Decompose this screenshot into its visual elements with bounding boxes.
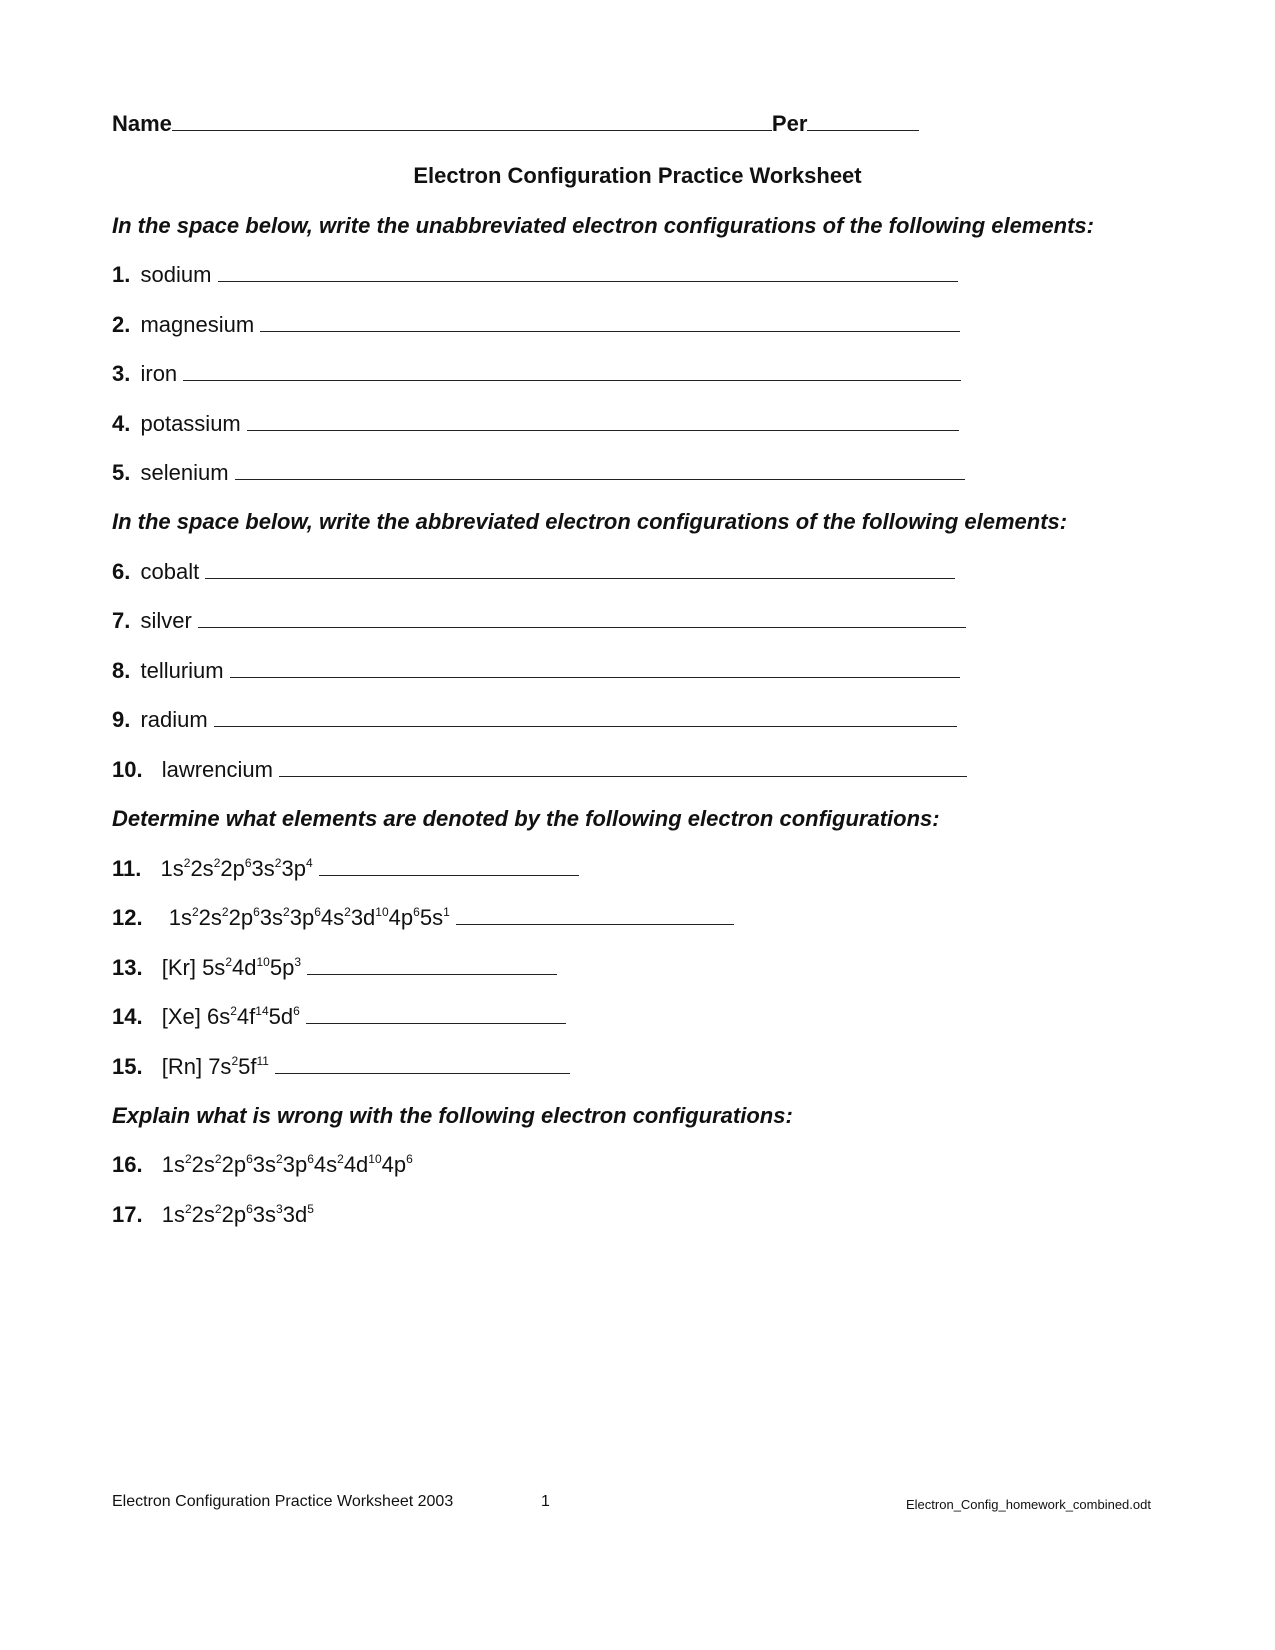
question-2 <box>112 312 960 338</box>
answer-blank <box>214 708 957 727</box>
question-number: 5. <box>112 460 131 485</box>
element-label: selenium <box>140 460 229 485</box>
section-3-instructions: Determine what elements are denoted by the following electron configurations: <box>112 806 940 831</box>
orbital-electron-count: 14 <box>255 1004 269 1018</box>
noble-gas-core: [Kr] <box>161 955 203 980</box>
orbital: 5d <box>268 1004 294 1029</box>
orbital-electron-count: 2 <box>214 1152 222 1166</box>
element-label: lawrencium <box>161 757 273 782</box>
answer-blank <box>205 560 955 579</box>
electron-config <box>162 1202 314 1227</box>
element-label: magnesium <box>140 312 255 337</box>
question-number: 4. <box>112 411 131 436</box>
orbital-electron-count: 4 <box>305 856 313 870</box>
orbital: 3p <box>289 905 315 930</box>
question-number: 9. <box>112 707 131 732</box>
answer-blank <box>247 412 959 431</box>
orbital: 6s <box>206 1004 231 1029</box>
question-number: 16. <box>112 1152 143 1177</box>
answer-blank <box>235 461 965 480</box>
orbital: 3d <box>350 905 376 930</box>
orbital-electron-count: 11 <box>256 1054 269 1068</box>
orbital-electron-count: 6 <box>246 1202 253 1216</box>
question-number: 14. <box>112 1004 143 1029</box>
question-number: 13. <box>112 955 143 980</box>
orbital: 1s <box>161 1202 185 1227</box>
orbital: 4s <box>313 1152 338 1177</box>
electron-config <box>162 1004 306 1029</box>
orbital: 3p <box>282 1152 308 1177</box>
orbital-electron-count: 6 <box>244 856 252 870</box>
orbital: 2p <box>228 905 254 930</box>
orbital-electron-count: 2 <box>274 856 282 870</box>
orbital-electron-count: 1 <box>443 905 450 919</box>
name-per-line <box>112 111 919 137</box>
question-number: 17. <box>112 1202 143 1227</box>
orbital-electron-count: 10 <box>256 955 270 969</box>
orbital: 4f <box>236 1004 256 1029</box>
orbital: 2s <box>190 856 214 881</box>
orbital-electron-count: 6 <box>406 1152 413 1166</box>
question-12 <box>112 905 734 931</box>
footer-title: Electron Configuration Practice Worksheet 2003 <box>112 1493 454 1510</box>
section-4-instructions: Explain what is wrong with the following electron configurations: <box>112 1103 793 1128</box>
orbital: 5s <box>419 905 444 930</box>
orbital: 2p <box>221 1202 247 1227</box>
orbital-electron-count: 6 <box>314 905 321 919</box>
question-number: 10. <box>112 757 143 782</box>
answer-blank <box>198 609 966 628</box>
orbital: 5f <box>238 1054 257 1079</box>
answer-blank <box>319 857 579 876</box>
orbital: 3d <box>282 1202 308 1227</box>
question-14 <box>112 1004 566 1030</box>
orbital-electron-count: 3 <box>294 955 302 969</box>
orbital: 7s <box>208 1054 232 1079</box>
orbital: 2p <box>220 856 245 881</box>
orbital-electron-count: 2 <box>283 905 290 919</box>
question-6 <box>112 559 955 585</box>
orbital: 4p <box>381 1152 407 1177</box>
orbital-electron-count: 2 <box>221 905 229 919</box>
orbital: 5s <box>202 955 226 980</box>
question-13 <box>112 955 557 981</box>
orbital-electron-count: 2 <box>344 905 351 919</box>
orbital: 4d <box>343 1152 369 1177</box>
section-1-instructions: In the space below, write the unabbreviated electron configurations of the following elements: <box>112 213 1094 238</box>
page-title: Electron Configuration Practice Worksheet <box>413 163 862 188</box>
question-number: 3. <box>112 361 131 386</box>
question-number: 11. <box>112 856 142 881</box>
question-11 <box>112 856 579 882</box>
question-1 <box>112 262 958 288</box>
question-15 <box>112 1054 570 1080</box>
orbital-electron-count: 2 <box>213 856 221 870</box>
answer-blank <box>260 313 960 332</box>
orbital: 3s <box>252 1152 277 1177</box>
orbital-electron-count: 2 <box>225 955 232 969</box>
answer-blank <box>230 659 960 678</box>
name-blank <box>172 112 772 131</box>
orbital: 2s <box>198 905 222 930</box>
orbital: 3p <box>281 856 306 881</box>
question-9 <box>112 707 957 733</box>
noble-gas-core: [Xe] <box>161 1004 207 1029</box>
electron-config <box>162 1152 413 1177</box>
answer-blank <box>275 1055 570 1074</box>
orbital: 2s <box>191 1202 215 1227</box>
orbital-electron-count: 10 <box>368 1152 382 1166</box>
orbital-electron-count: 2 <box>230 1004 237 1018</box>
question-number: 7. <box>112 608 131 633</box>
question-number: 2. <box>112 312 131 337</box>
orbital-electron-count: 6 <box>307 1152 314 1166</box>
orbital: 5p <box>269 955 295 980</box>
footer-page-number: 1 <box>541 1493 550 1510</box>
orbital: 2s <box>191 1152 215 1177</box>
orbital-electron-count: 6 <box>413 905 420 919</box>
orbital: 1s <box>160 856 184 881</box>
orbital-electron-count: 2 <box>337 1152 344 1166</box>
orbital-electron-count: 2 <box>183 856 191 870</box>
electron-config <box>162 1054 275 1079</box>
element-label: potassium <box>140 411 241 436</box>
electron-config <box>161 856 319 881</box>
element-label: sodium <box>140 262 212 287</box>
noble-gas-core: [Rn] <box>161 1054 209 1079</box>
answer-blank <box>456 906 734 925</box>
orbital: 1s <box>168 905 192 930</box>
per-blank <box>807 112 919 131</box>
question-16 <box>112 1152 413 1178</box>
answer-blank <box>183 362 961 381</box>
orbital: 3s <box>251 856 275 881</box>
orbital-electron-count: 10 <box>375 905 389 919</box>
element-label: radium <box>140 707 208 732</box>
orbital: 4s <box>320 905 345 930</box>
orbital: 3s <box>252 1202 277 1227</box>
element-label: cobalt <box>140 559 200 584</box>
per-label: Per <box>771 111 808 136</box>
orbital-electron-count: 2 <box>184 1202 192 1216</box>
name-label: Name <box>112 111 172 136</box>
orbital-electron-count: 6 <box>293 1004 300 1018</box>
answer-blank <box>306 1005 566 1024</box>
footer-filename: Electron_Config_homework_combined.odt <box>906 1497 1151 1512</box>
orbital-electron-count: 2 <box>214 1202 222 1216</box>
question-8 <box>112 658 960 684</box>
question-number: 15. <box>112 1054 143 1079</box>
orbital-electron-count: 2 <box>191 905 199 919</box>
orbital-electron-count: 6 <box>246 1152 253 1166</box>
question-number: 6. <box>112 559 131 584</box>
orbital: 4p <box>388 905 414 930</box>
orbital-electron-count: 2 <box>276 1152 283 1166</box>
question-number: 1. <box>112 262 131 287</box>
electron-config <box>162 955 307 980</box>
element-label: silver <box>140 608 192 633</box>
section-2-instructions: In the space below, write the abbreviated electron configurations of the following elements: <box>112 509 1068 534</box>
orbital: 4d <box>232 955 257 980</box>
question-10 <box>112 757 967 783</box>
question-4 <box>112 411 959 437</box>
question-number: 12. <box>112 905 143 930</box>
question-5 <box>112 460 965 486</box>
element-label: tellurium <box>140 658 224 683</box>
question-number: 8. <box>112 658 131 683</box>
orbital: 2p <box>221 1152 247 1177</box>
orbital: 1s <box>161 1152 185 1177</box>
orbital-electron-count: 6 <box>253 905 260 919</box>
orbital-electron-count: 2 <box>231 1054 239 1068</box>
answer-blank <box>218 263 958 282</box>
element-label: iron <box>140 361 178 386</box>
orbital-electron-count: 3 <box>276 1202 283 1216</box>
question-17 <box>112 1202 314 1228</box>
electron-config <box>169 905 456 930</box>
orbital-electron-count: 2 <box>184 1152 192 1166</box>
answer-blank <box>307 956 557 975</box>
question-3 <box>112 361 961 387</box>
answer-blank <box>279 758 967 777</box>
orbital: 3s <box>259 905 284 930</box>
orbital-electron-count: 5 <box>307 1202 314 1216</box>
question-7 <box>112 608 966 634</box>
